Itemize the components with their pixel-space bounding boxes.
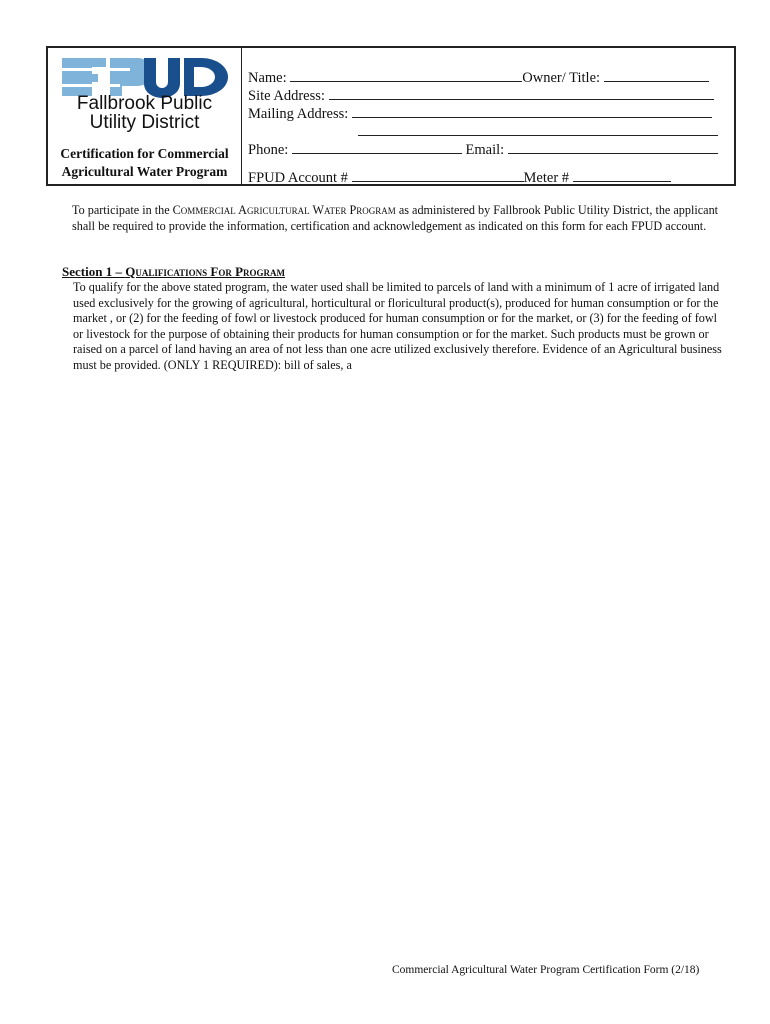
contact-row (248, 140, 718, 159)
account-label: FPUD Account # (248, 170, 348, 186)
name-label: Name: (248, 70, 287, 86)
phone-label: Phone: (248, 142, 289, 158)
mailing-address-row-2 (358, 122, 718, 141)
form-title-line2: Agricultural Water Program (61, 164, 228, 179)
intro-part2: as administered by Fallbrook Public Utility District, the applicant shall be required to provide the information, certification and acknowledgement as indicated on this form for each FPUD account. (72, 203, 719, 233)
email-field[interactable] (508, 140, 718, 154)
intro-part1: To participate in the (72, 203, 173, 217)
mailing-address-label: Mailing Address: (248, 106, 349, 122)
logo-cell (48, 48, 242, 184)
program-name: Commercial Agricultural Water Program (172, 203, 396, 217)
owner-title-field[interactable] (604, 68, 709, 82)
email-label: Email: (465, 142, 505, 158)
name-row (248, 68, 709, 87)
header-box (46, 46, 736, 186)
meter-field[interactable] (573, 168, 671, 182)
mailing-address-field-2[interactable] (358, 122, 718, 136)
form-title-line1: Certification for Commercial (60, 146, 229, 161)
name-field[interactable] (290, 68, 522, 82)
org-name-line2: Utility District (89, 112, 200, 133)
owner-title-label: Owner/ Title: (522, 70, 601, 86)
site-address-row (248, 86, 714, 105)
section1-heading (62, 264, 285, 280)
mailing-address-row (248, 104, 712, 123)
form-title (48, 145, 241, 181)
meter-label: Meter # (523, 170, 570, 186)
site-address-field[interactable] (329, 86, 714, 100)
org-name-line1: Fallbrook Public (76, 93, 213, 114)
mailing-address-field[interactable] (352, 104, 712, 118)
account-field[interactable] (352, 168, 524, 182)
section1-body: To qualify for the above stated program, the water used shall be limited to parcels of land with a minimum of 1 acre of irrigated land used exclusively for the growing of agricultural, horticultural or floricultural product(s), produced for human consumption or for the market , or (2) for the feeding of fowl or livestock produced for human consumption or for the market, or (3) for the feeding of fowl or livestock for the purpose of obtaining their products for human consumption or for the market. Such products must be grown or raised on a parcel of land having an area of not less than one acre utilized exclusively therefore. Evidence of an Agricultural business must be provided. (ONLY 1 REQUIRED): bill of sales, a (73, 280, 722, 372)
intro-paragraph (72, 202, 722, 234)
section1-prefix: Section 1 – (62, 264, 126, 279)
site-address-label: Site Address: (248, 88, 325, 104)
phone-field[interactable] (292, 140, 462, 154)
account-row (248, 168, 671, 187)
section1-title: Qualifications For Program (125, 264, 286, 279)
footer: Commercial Agricultural Water Program Certification Form (2/18) (392, 964, 700, 976)
